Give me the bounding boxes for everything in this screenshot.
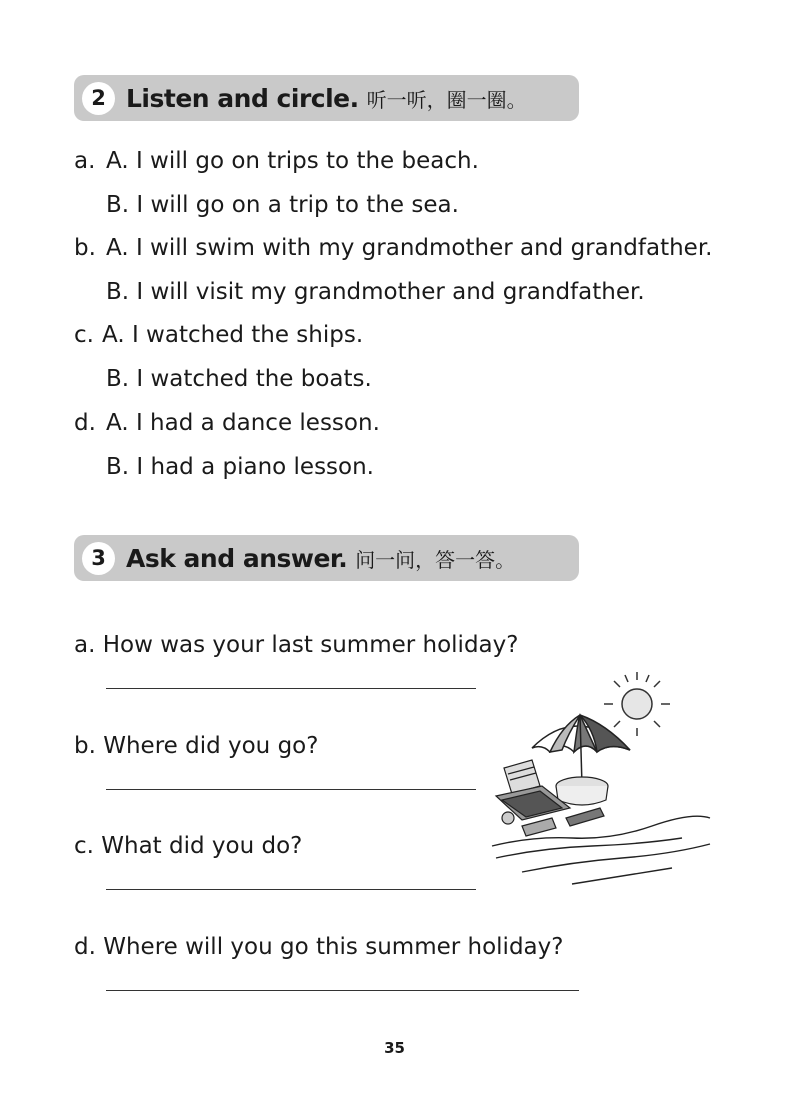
item-a-option-b: B. I will go on a trip to the sea. [106, 192, 459, 218]
item-a-option-a: A. I will go on trips to the beach. [106, 148, 479, 174]
item-b-option-a: A. I will swim with my grandmother and grandfather. [106, 235, 713, 261]
item-a-letter: a. [74, 148, 96, 174]
answer-line-c[interactable] [106, 889, 476, 890]
beach-umbrella-illustration [482, 668, 712, 898]
section-3-banner [74, 535, 579, 581]
section-number: 3 [82, 542, 115, 575]
question-d: d. Where will you go this summer holiday? [74, 934, 564, 960]
section-title-chinese: 听一听，圈一圈。 [366, 87, 527, 112]
sun-icon [604, 672, 670, 736]
item-d-option-b: B. I had a piano lesson. [106, 454, 374, 480]
item-c-option-a: A. I watched the ships. [102, 322, 364, 348]
item-b-option-b: B. I will visit my grandmother and grandfather. [106, 279, 645, 305]
beach-items [496, 760, 608, 836]
section-title: Listen and circle. [126, 83, 359, 113]
question-a: a. How was your last summer holiday? [74, 632, 519, 658]
answer-line-d[interactable] [106, 990, 579, 991]
item-c-letter: c. [74, 322, 94, 348]
section-number: 2 [82, 82, 115, 115]
question-c: c. What did you do? [74, 833, 303, 859]
item-b-letter: b. [74, 235, 96, 261]
section-2-banner [74, 75, 579, 121]
page-number: 35 [384, 1039, 405, 1057]
question-b: b. Where did you go? [74, 733, 319, 759]
answer-line-b[interactable] [106, 789, 476, 790]
answer-line-a[interactable] [106, 688, 476, 689]
section-title: Ask and answer. [126, 543, 348, 573]
item-c-option-b: B. I watched the boats. [106, 366, 372, 392]
item-d-option-a: A. I had a dance lesson. [106, 410, 380, 436]
section-title-chinese: 问一问，答一答。 [355, 547, 516, 572]
item-d-letter: d. [74, 410, 96, 436]
